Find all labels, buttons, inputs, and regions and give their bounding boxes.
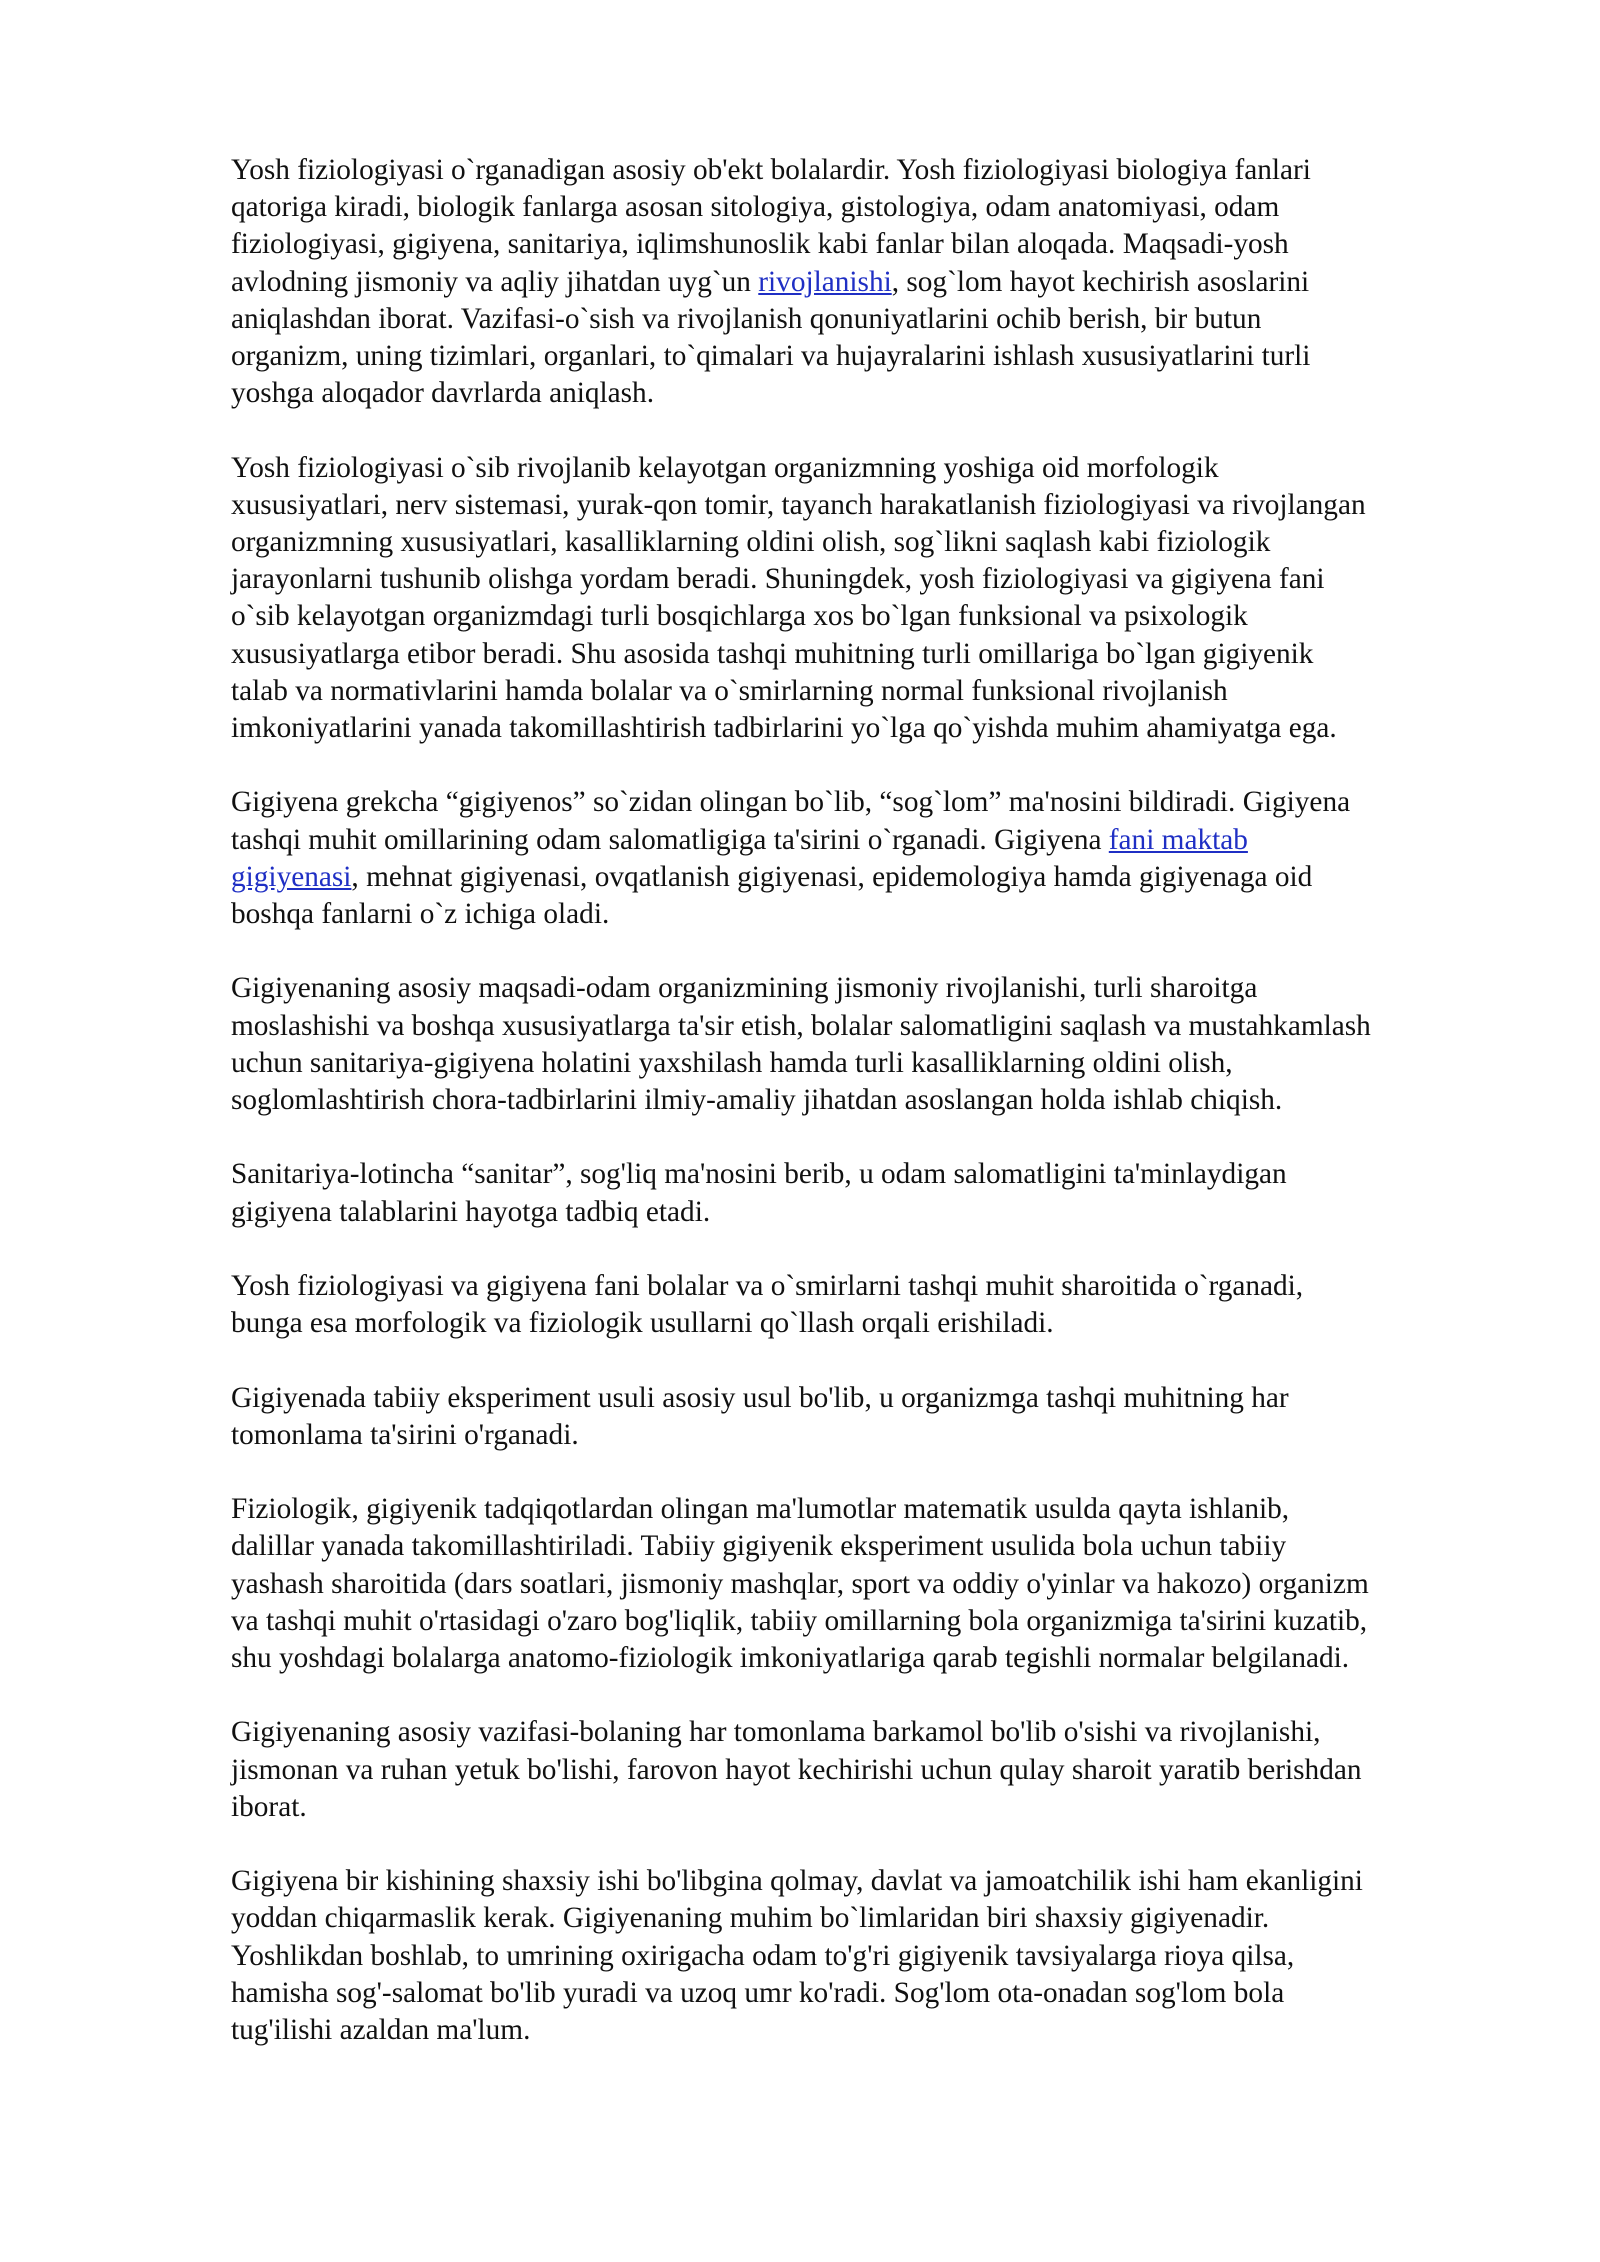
text-run: Sanitariya-lotincha “sanitar”, sog'liq ma'nosini berib, u odam salomatligini ta'minlaydigan xyxy=(231,1158,1287,1191)
text-run: jismonan va ruhan yetuk bo'lishi, farovon hayot kechirishi uchun qulay sharoit yaratib berishdan xyxy=(231,1753,1362,1786)
paragraph-3 xyxy=(231,784,1531,933)
hyperlink[interactable]: rivojlanishi xyxy=(758,265,892,298)
text-run: fiziologiyasi, gigiyena, sanitariya, iqlimshunoslik kabi fanlar bilan aloqada. Maqsadi-yosh xyxy=(231,228,1289,261)
text-run: Yosh fiziologiyasi o`rganadigan asosiy ob'ekt bolalardir. Yosh fiziologiyasi biologiya fanlari xyxy=(231,154,1311,186)
paragraph-6 xyxy=(231,1268,1531,1342)
paragraph-9 xyxy=(231,1714,1531,1826)
text-run: bunga esa morfologik va fiziologik usullarni qo`llash orqali erishiladi. xyxy=(231,1307,1054,1340)
text-run: jarayonlarni tushunib olishga yordam beradi. Shuningdek, yosh fiziologiyasi va gigiyena fani xyxy=(231,563,1325,596)
paragraph-10 xyxy=(231,1863,1531,2049)
text-run: avlodning jismoniy va aqliy jihatdan uyg`un xyxy=(231,265,759,298)
text-run: xususiyatlarga etibor beradi. Shu asosida tashqi muhitning turli omillariga bo`lgan gigiyenik xyxy=(231,637,1314,670)
paragraph-5 xyxy=(231,1156,1531,1230)
hyperlink[interactable]: gigiyenasi xyxy=(231,860,352,893)
text-run: yashash sharoitida (dars soatlari, jismoniy mashqlar, sport va oddiy o'yinlar va hakozo) organizm xyxy=(231,1567,1369,1600)
text-run: gigiyena talablarini hayotga tadbiq etadi. xyxy=(231,1195,711,1228)
text-run: imkoniyatlarini yanada takomillashtirish tadbirlarini yo`lga qo`yishda muhim ahamiyatga ega. xyxy=(231,712,1337,745)
text-run: Gigiyenaning asosiy vazifasi-bolaning har tomonlama barkamol bo'lib o'sishi va rivojlanishi, xyxy=(231,1716,1321,1749)
text-run: tashqi muhit omillarining odam salomatligiga ta'sirini o`rganadi. Gigiyena xyxy=(231,823,1109,856)
paragraph-8 xyxy=(231,1491,1531,1677)
document-page xyxy=(231,152,1531,2086)
paragraph-4 xyxy=(231,970,1531,1119)
text-run: dalillar yanada takomillashtiriladi. Tabiiy gigiyenik eksperiment usulida bola uchun tabiiy xyxy=(231,1530,1287,1563)
text-run: yoshga aloqador davrlarda aniqlash. xyxy=(231,377,655,410)
text-run: qatoriga kiradi, biologik fanlarga asosan sitologiya, gistologiya, odam anatomiyasi, odam xyxy=(231,191,1280,224)
text-run: o`sib kelayotgan organizmdagi turli bosqichlarga xos bo`lgan funksional va psixologik xyxy=(231,600,1248,633)
text-run: va tashqi muhit o'rtasidagi o'zaro bog'liqlik, tabiiy omillarning bola organizmiga ta'sirini kuzatib, xyxy=(231,1604,1368,1637)
text-run: yoddan chiqarmaslik kerak. Gigiyenaning muhim bo`limlaridan biri shaxsiy gigiyenadir. xyxy=(231,1902,1270,1935)
text-run: talab va normativlarini hamda bolalar va o`smirlarning normal funksional rivojlanish xyxy=(231,674,1228,707)
text-run: aniqlashdan iborat. Vazifasi-o`sish va rivojlanish qonuniyatlarini ochib berish, bir butun xyxy=(231,302,1262,335)
text-run: soglomlashtirish chora-tadbirlarini ilmiy-amaliy jihatdan asoslangan holda ishlab chiqish. xyxy=(231,1084,1283,1117)
text-run: iborat. xyxy=(231,1790,307,1823)
text-run: Gigiyena grekcha “gigiyenos” so`zidan olingan bo`lib, “sog`lom” ma'nosini bildiradi. Gigiyena xyxy=(231,786,1351,819)
text-run: Yosh fiziologiyasi o`sib rivojlanib kelayotgan organizmning yoshiga oid morfologik xyxy=(231,451,1219,484)
text-run: moslashishi va boshqa xususiyatlarga ta'sir etish, bolalar salomatligini saqlash va mustahkamlash xyxy=(231,1009,1371,1042)
text-run: uchun sanitariya-gigiyena holatini yaxshilash hamda turli kasalliklarning oldini olish, xyxy=(231,1046,1233,1079)
text-run: Yosh fiziologiyasi va gigiyena fani bolalar va o`smirlarni tashqi muhit sharoitida o`rganadi, xyxy=(231,1270,1304,1303)
paragraph-1 xyxy=(231,152,1531,412)
hyperlink[interactable]: fani maktab xyxy=(1108,823,1248,856)
text-run: , mehnat gigiyenasi, ovqatlanish gigiyenasi, epidemologiya hamda gigiyenaga oid xyxy=(351,860,1313,893)
text-run: boshqa fanlarni o`z ichiga oladi. xyxy=(231,898,610,931)
text-run: Gigiyenaning asosiy maqsadi-odam organizmining jismoniy rivojlanishi, turli sharoitga xyxy=(231,972,1258,1005)
text-run: xususiyatlari, nerv sistemasi, yurak-qon tomir, tayanch harakatlanish fiziologiyasi va rivojlangan xyxy=(231,488,1366,521)
text-run: shu yoshdagi bolalarga anatomo-fiziologik imkoniyatlariga qarab tegishli normalar belgilanadi. xyxy=(231,1642,1350,1675)
text-run: organizm, uning tizimlari, organlari, to`qimalari va hujayralarini ishlash xususiyatlarini turli xyxy=(231,340,1311,373)
text-run: , sog`lom hayot kechirish asoslarini xyxy=(891,265,1310,298)
paragraph-7 xyxy=(231,1380,1531,1454)
text-run: organizmning xususiyatlari, kasalliklarning oldini olish, sog`likni saqlash kabi fiziologik xyxy=(231,526,1271,559)
text-run: Gigiyena bir kishining shaxsiy ishi bo'libgina qolmay, davlat va jamoatchilik ishi ham ekanligini xyxy=(231,1865,1363,1898)
text-run: hamisha sog'-salomat bo'lib yuradi va uzoq umr ko'radi. Sog'lom ota-onadan sog'lom bola xyxy=(231,1976,1285,2009)
text-run: Fiziologik, gigiyenik tadqiqotlardan olingan ma'lumotlar matematik usulda qayta ishlanib, xyxy=(231,1493,1290,1526)
paragraph-2 xyxy=(231,450,1531,748)
text-run: Gigiyenada tabiiy eksperiment usuli asosiy usul bo'lib, u organizmga tashqi muhitning har xyxy=(231,1381,1289,1414)
text-run: tug'ilishi azaldan ma'lum. xyxy=(231,2014,531,2047)
text-run: Yoshlikdan boshlab, to umrining oxirigacha odam to'g'ri gigiyenik tavsiyalarga rioya qilsa, xyxy=(231,1939,1295,1972)
text-run: tomonlama ta'sirini o'rganadi. xyxy=(231,1418,579,1451)
